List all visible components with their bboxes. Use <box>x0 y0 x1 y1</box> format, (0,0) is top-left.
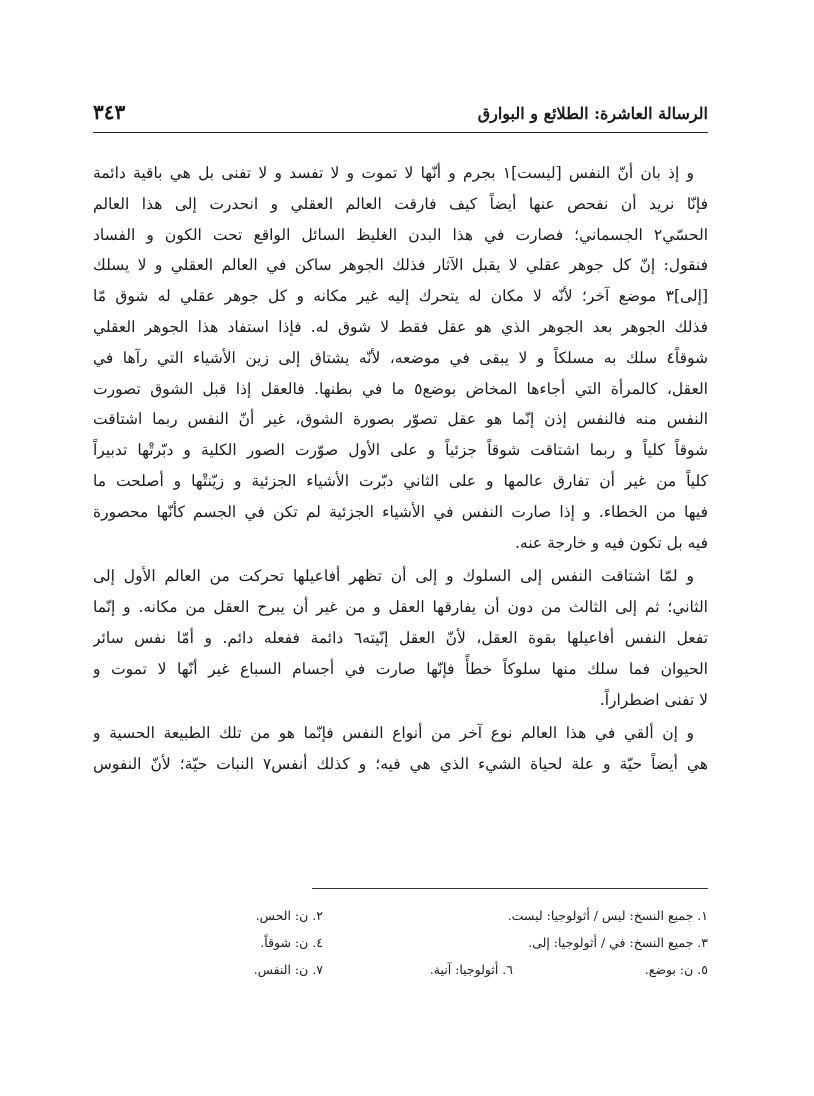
footnote-separator <box>312 888 708 889</box>
text-line: و إذ بان أنّ النفس [ليست]١ بجرم و أنّها لا تموت و لا تفسد و لا تفنى بل هي باقية دائمة <box>93 164 695 182</box>
footnote: ٣. جميع النسخ: في / أثولوجيا: إلى. <box>528 935 708 950</box>
footnote: ٤. ن: شوقاً. <box>260 935 323 950</box>
text-line: فذلك الجوهر بعد الجوهر الذي هو عقل فقط لا شوق له. فإذا استفاد هذا الجوهر العقلي <box>93 317 708 336</box>
footnote: ٦. أثولوجيا: آنية. <box>429 962 513 977</box>
text-line: فإنّا نريد أن نفحص عنها أيضاً كيف فارقت العالم العقلي و انحدرت إلى هذا العالم <box>93 194 708 213</box>
text-line: الحسّي٢ الجسماني؛ فصارت في هذا البدن الغليظ السائل الواقع تحت الكون و الفساد <box>93 225 708 244</box>
text-line: الحيوان فما سلك منها سلوكاً خطأً فإنّها صارت في أجسام السباع غير أنّها لا تموت و <box>93 659 708 678</box>
text-line: شوقاً٤ سلك به مسلكاً و لا يبقى في موضعه، لأنّه يشتاق إلى زين الأشياء التي رآها في <box>93 348 708 367</box>
text-line: فيه بل تكون فيه و خارجة عنه. <box>514 533 708 552</box>
text-line: كلياً من غير أن تفارق عالمها و على الثاني دبّرت الأشياء الجزئية و زيّنتْها و أصلحت ما <box>93 471 708 490</box>
text-line: النفس منه فالنفس إذن إنّما هو عقل تصوّر بصورة الشوق، غير أنّ النفس ربما اشتاقت <box>93 410 708 429</box>
text-line: العقل، كالمرأة التي أجاءها المخاض بوضع٥ ما في بطنها. فالعقل إذا قبل الشوق تصورت <box>93 379 708 398</box>
footnote: ١. جميع النسخ: ليس / أثولوجيا: ليست. <box>507 908 708 923</box>
text-line: [إلى]٣ موضع آخر؛ لأنّه لا مكان له يتحرك إليه غير مكانه و كل جوهر عقلي له شوق مّا <box>93 287 708 306</box>
footnote: ٧. ن: النفس. <box>253 962 323 977</box>
footnote-row <box>93 902 708 929</box>
text-line: تفعل النفس أفاعيلها بقوة العقل، لأنّ العقل إنّيته٦ دائمة ففعله دائم. و أمّا نفس سائر <box>93 628 708 647</box>
text-line: شوقاً كلياً و ربما اشتاقت شوقاً جزئياً و على الأول صوّرت الصور الكلية و دبّرتْها تدبيراً <box>93 441 708 460</box>
text-line: هي أيضاً حيّة و علة لحياة الشيء الذي هي فيه؛ و كذلك أنفس٧ النبات حيّة؛ لأنّ النفوس <box>93 755 708 774</box>
text-line: لا تفنى اضطراراً. <box>599 690 708 709</box>
main-text <box>93 158 708 780</box>
footnote: ٢. ن: الحس. <box>255 908 323 923</box>
running-title: الرسالة العاشرة: الطلائع و البوارق <box>477 104 708 123</box>
footnote-row <box>93 956 708 983</box>
running-header <box>93 96 708 133</box>
text-line: و إن ألقي في هذا العالم نوع آخر من أنواع النفس فإنّما هو من تلك الطبيعة الحسية و <box>93 724 694 743</box>
page-number: ٣٤٣ <box>93 100 126 124</box>
text-line: الثاني؛ ثم إلى الثالث من دون أن يفارقها العقل و من غير أن يبرح العقل من مكانه. و إنّما <box>93 598 708 617</box>
text-line: فيها من الخطاء. و إذا صارت النفس في الأشياء الجزئية لم تكن في الجسم كأنّها محصورة <box>93 502 708 521</box>
text-line: و لمّا اشتاقت النفس إلى السلوك و إلى أن تظهر أفاعيلها تحركت من العالم الأول إلى <box>93 567 694 586</box>
text-line: فنقول: إنّ كل جوهر عقلي لا يقبل الآثار فذلك الجوهر ساكن في العالم العقلي و لا يسلك <box>93 256 708 275</box>
footnote: ٥. ن: بوضع. <box>644 962 708 977</box>
footnote-row <box>93 929 708 956</box>
footnotes <box>93 902 708 983</box>
